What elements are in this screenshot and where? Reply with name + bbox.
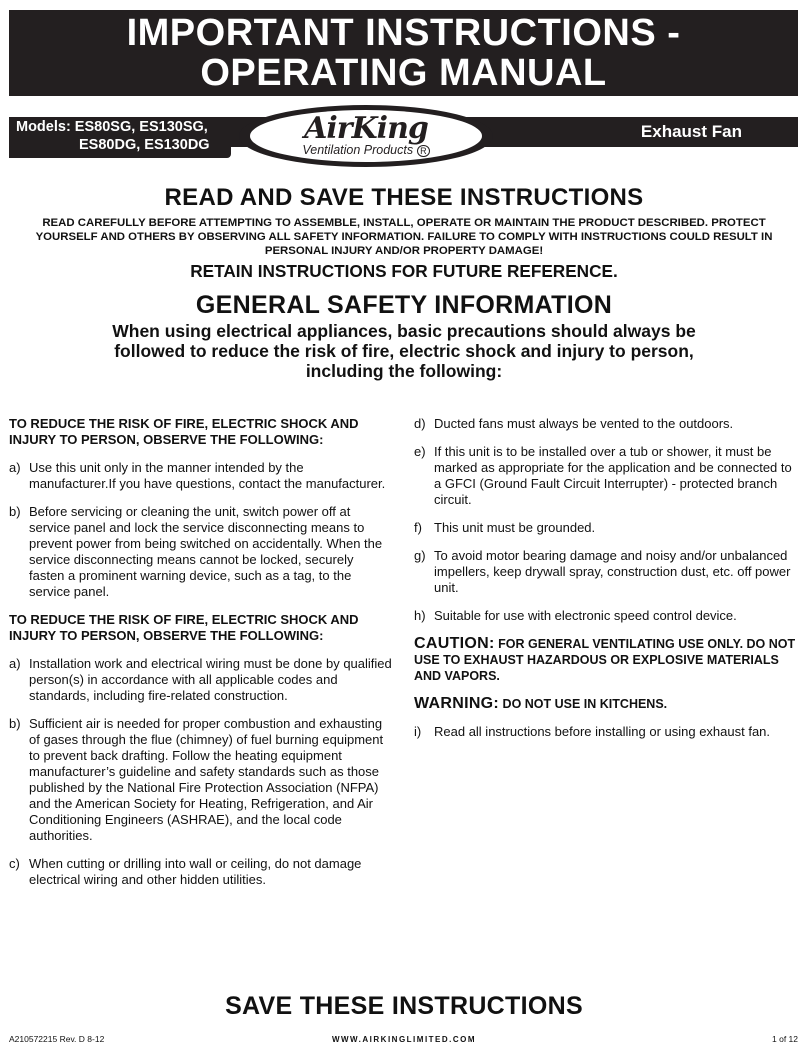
item-letter: d) (414, 416, 426, 431)
list-item (414, 416, 798, 432)
item-text: Before servicing or cleaning the unit, switch power off at service panel and lock the service disconnecting means to prevent power from being switched on accidentally. When the service disconnecting means cannot be locked, securely fasten a prominent warning device, such as a tag, to the service panel. (29, 504, 383, 599)
list-item (9, 716, 392, 844)
item-letter: b) (9, 504, 21, 519)
brand-logo (250, 110, 482, 162)
section-2-heading: TO REDUCE THE RISK OF FIRE, ELECTRIC SHOCK AND INJURY TO PERSON, OBSERVE THE FOLLOWING: (9, 612, 359, 643)
item-letter: c) (9, 856, 20, 871)
section-1-heading: TO REDUCE THE RISK OF FIRE, ELECTRIC SHOCK AND INJURY TO PERSON, OBSERVE THE FOLLOWING: (9, 416, 359, 447)
registered-mark-icon: R (417, 145, 430, 157)
list-item (414, 724, 798, 740)
general-safety-intro: When using electrical appliances, basic precautions should always be followed to reduce the risk of fire, electric shock and injury to person, including the following: (112, 321, 696, 381)
item-letter: b) (9, 716, 21, 731)
item-text: Sufficient air is needed for proper combustion and exhausting of gases through the flue (chimney) of fuel burning equipment to prevent back drafting. Follow the heating equipment manufacturer’s guideline and safety standards such as those published by the National Fire Protection Association (NFPA) and the American Society for Heating, Refrigeration, and Air Conditioning Engineers (ASHRAE), and the local code authorities. (29, 716, 384, 843)
right-column (414, 416, 798, 752)
caution-keyword: CAUTION: (414, 635, 495, 652)
item-text: This unit must be grounded. (434, 520, 596, 535)
document-id: A210572215 Rev. D 8-12 (9, 1034, 105, 1044)
list-item (414, 548, 798, 596)
product-type: Exhaust Fan (640, 122, 742, 141)
website-link[interactable]: WWW.AIRKINGLIMITED.COM (331, 1035, 477, 1044)
general-safety-heading: GENERAL SAFETY INFORMATION (195, 291, 613, 319)
brand-tagline-text: Ventilation Products (302, 143, 414, 157)
title-banner (9, 10, 798, 96)
warning-text: DO NOT USE IN KITCHENS. (502, 697, 668, 711)
list-item (9, 460, 392, 492)
warning-notice (414, 696, 798, 712)
list-item (9, 504, 392, 600)
caution-text: FOR GENERAL VENTILATING USE ONLY. DO NOT USE TO EXHAUST HAZARDOUS OR EXPLOSIVE MATERIALS AND VAPORS. (414, 637, 796, 683)
models-line-2: ES80DG, ES130DG (79, 137, 210, 153)
save-instructions-footer: SAVE THESE INSTRUCTIONS (225, 992, 583, 1020)
item-letter: a) (9, 460, 21, 475)
brand-name: AirKing (304, 111, 428, 146)
list-item (414, 444, 798, 508)
item-text: Suitable for use with electronic speed control device. (434, 608, 737, 623)
item-text: Use this unit only in the manner intended by the manufacturer.If you have questions, contact the manufacturer. (29, 460, 386, 491)
item-text: Ducted fans must always be vented to the outdoors. (434, 416, 734, 431)
list-item (414, 608, 798, 624)
left-column (9, 416, 392, 900)
item-text: If this unit is to be installed over a tub or shower, it must be marked as appropriate for the application and be connected to a GFCI (Ground Fault Circuit Interrupter) - protected branch circuit. (434, 444, 792, 507)
list-item (414, 520, 798, 536)
brand-tagline (250, 144, 482, 158)
title-line-1: IMPORTANT INSTRUCTIONS - (126, 12, 681, 54)
list-item (9, 656, 392, 704)
warning-keyword: WARNING: (414, 695, 500, 712)
item-letter: i) (414, 724, 422, 739)
page-number: 1 of 12 (772, 1034, 798, 1044)
item-text: When cutting or drilling into wall or ceiling, do not damage electrical wiring and other hidden utilities. (29, 856, 362, 887)
item-letter: a) (9, 656, 21, 671)
item-text: To avoid motor bearing damage and noisy and/or unbalanced impellers, keep drywall spray, construction dust, etc. off power unit. (434, 548, 791, 595)
item-letter: g) (414, 548, 426, 563)
models-line-1: Models: ES80SG, ES130SG, (16, 119, 208, 135)
read-caution-text: READ CAREFULLY BEFORE ATTEMPTING TO ASSEMBLE, INSTALL, OPERATE OR MAINTAIN THE PRODUCT DESCRIBED. PROTECT YOURSELF AND OTHERS BY OBSERVING ALL SAFETY INFORMATION. FAILURE TO COMPLY WITH INSTRUCTIONS COULD RESULT IN PERSONAL INJURY AND/OR PROPERTY DAMAGE! (35, 217, 773, 257)
item-letter: h) (414, 608, 426, 623)
caution-notice (414, 636, 798, 684)
item-letter: f) (414, 520, 422, 535)
item-text: Installation work and electrical wiring must be done by qualified person(s) in accordance with all applicable codes and standards, including fire-related construction. (29, 656, 392, 703)
item-letter: e) (414, 444, 426, 459)
retain-notice: RETAIN INSTRUCTIONS FOR FUTURE REFERENCE. (190, 261, 618, 281)
models-list (9, 118, 239, 154)
list-item (9, 856, 392, 888)
title-line-2: OPERATING MANUAL (200, 52, 607, 94)
item-text: Read all instructions before installing or using exhaust fan. (434, 724, 771, 739)
read-save-heading: READ AND SAVE THESE INSTRUCTIONS (164, 184, 644, 211)
